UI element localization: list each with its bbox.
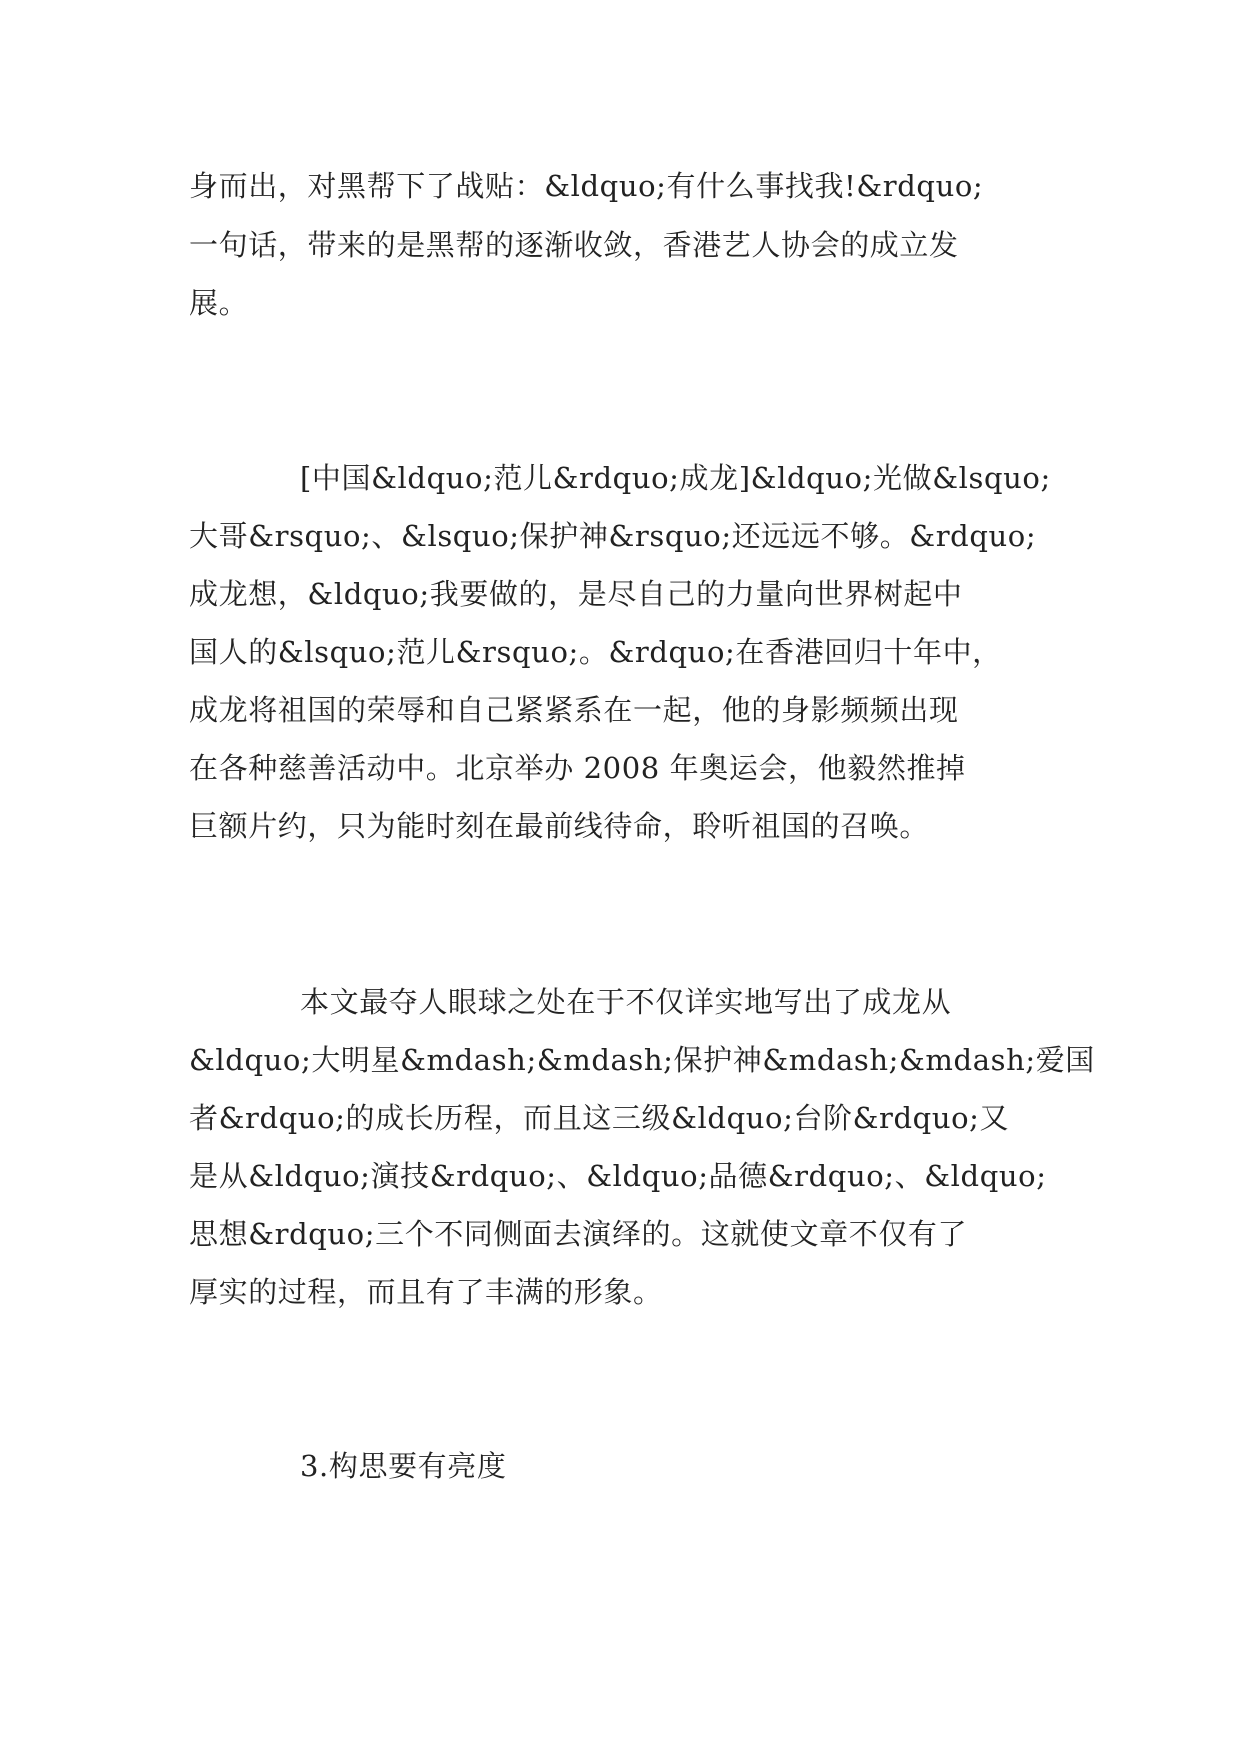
paragraph-2-line-5: 成龙将祖国的荣辱和自己紧紧系在一起，他的身影频频出现 [189,693,959,727]
section-heading: 3.构思要有亮度 [300,1449,507,1483]
paragraph-3-line-1: 本文最夺人眼球之处在于不仅详实地写出了成龙从 [300,985,952,1019]
paragraph-3-line-5: 思想&rdquo;三个不同侧面去演绎的。这就使文章不仅有了 [189,1217,968,1251]
paragraph-2-line-3: 成龙想，&ldquo;我要做的，是尽自己的力量向世界树起中 [189,577,963,611]
paragraph-3-line-3: 者&rdquo;的成长历程，而且这三级&ldquo;台阶&rdquo;又 [189,1101,1010,1135]
paragraph-1-line-2: 一句话，带来的是黑帮的逐渐收敛，香港艺人协会的成立发 [189,228,959,262]
paragraph-1-line-3: 展。 [189,286,249,320]
paragraph-2-line-6: 在各种慈善活动中。北京举办 2008 年奥运会，他毅然推掉 [189,751,966,785]
paragraph-3-line-2: &ldquo;大明星&mdash;&mdash;保护神&mdash;&mdash;爱国 [189,1043,1095,1077]
paragraph-3-line-6: 厚实的过程，而且有了丰满的形象。 [189,1275,663,1309]
paragraph-2-line-7: 巨额片约，只为能时刻在最前线待命，聆听祖国的召唤。 [189,809,930,843]
paragraph-2-line-2: 大哥&rsquo;、&lsquo;保护神&rsquo;还远远不够。&rdquo; [189,519,1037,553]
paragraph-1-line-1: 身而出，对黑帮下了战贴：&ldquo;有什么事找我!&rdquo; [189,169,984,203]
paragraph-2-line-1: [中国&ldquo;范儿&rdquo;成龙]&ldquo;光做&lsquo; [300,461,1051,495]
paragraph-2-line-4: 国人的&lsquo;范儿&rsquo;。&rdquo;在香港回归十年中， [189,635,1002,669]
paragraph-3-line-4: 是从&ldquo;演技&rdquo;、&ldquo;品德&rdquo;、&ldquo; [189,1159,1047,1193]
